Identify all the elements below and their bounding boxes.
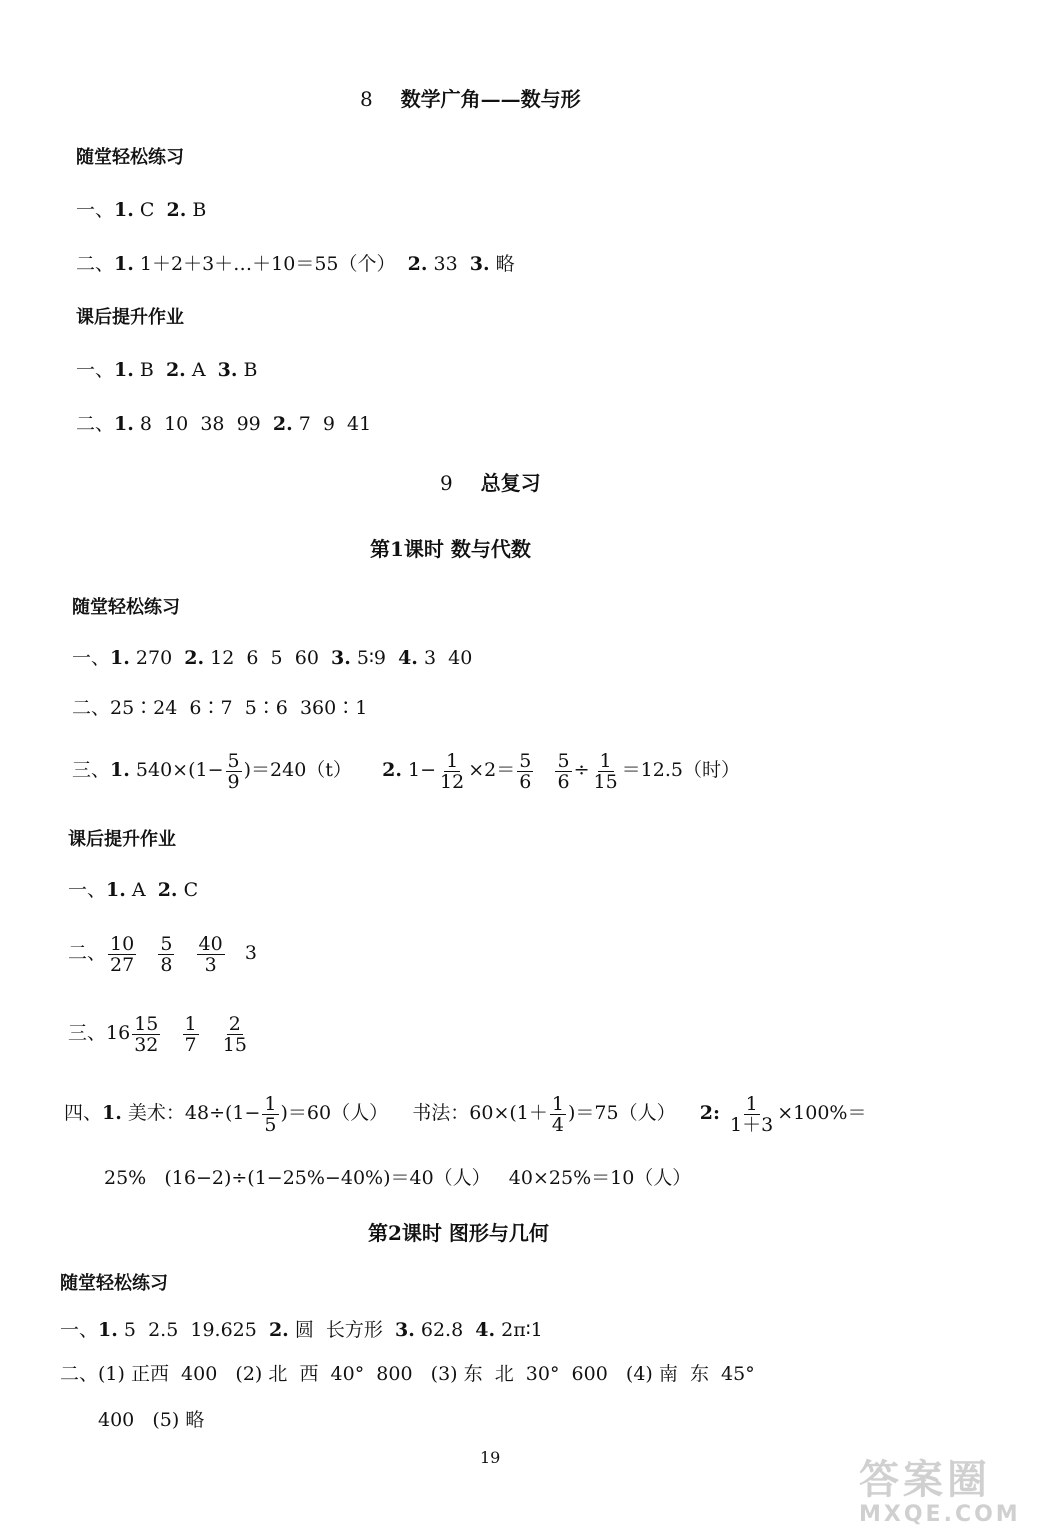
fraction: $\frac{1}{5}$ bbox=[264, 1092, 277, 1136]
fraction: $\frac{1}{4}$ bbox=[551, 1092, 564, 1136]
chapter-8-title bbox=[360, 86, 581, 112]
fraction: $\frac{15}{32}$ bbox=[134, 1012, 159, 1056]
answer-line: 一、1. 270 2. 12 6 5 60 3. 5∶9 4. 3 40 bbox=[72, 647, 473, 669]
section-heading: 随堂轻松练习 bbox=[60, 1273, 168, 1294]
answer-line: 一、1. 5 2.5 19.625 2. 圆 长方形 3. 62.8 4. 2π∶1 bbox=[60, 1319, 543, 1341]
fraction: $\frac{5}{9}$ bbox=[227, 749, 240, 793]
section-heading: 随堂轻松练习 bbox=[76, 147, 184, 168]
answer-line: 一、1. C 2. B bbox=[76, 199, 207, 221]
answer-line: 二、1. 1＋2＋3＋…＋10＝55（个） 2. 33 3. 略 bbox=[76, 253, 515, 275]
lesson-2-title: 第2课时 图形与几何 bbox=[368, 1221, 549, 1245]
section-heading: 课后提升作业 bbox=[68, 829, 176, 850]
answer-line: 二、1. 8 10 38 99 2. 7 9 41 bbox=[76, 413, 372, 435]
fraction: $\frac{1}{15}$ bbox=[593, 749, 618, 793]
answer-line-continued: 400 (5) 略 bbox=[98, 1409, 205, 1431]
answer-line: 三、1. 540×(1− $\frac{5}{9}$ )＝240（t） 2. 1− $\frac{1}{12}$ ×2＝ $\frac{5}{6}$ $\frac{5}{6}$ ÷ $\frac{1}{15}$ ＝12.5（时） bbox=[72, 749, 740, 793]
watermark-url: MXQE.COM bbox=[859, 1502, 1021, 1527]
fraction: $\frac{5}{8}$ bbox=[160, 932, 173, 976]
chapter-9-title bbox=[440, 470, 541, 496]
chapter-title-text: 数学广角——数与形 bbox=[400, 87, 581, 111]
answer-line: 二、(1) 正西 400 (2) 北 西 40° 800 (3) 东 北 30° 600 (4) 南 东 45° bbox=[60, 1363, 755, 1385]
fraction: $\frac{5}{6}$ bbox=[519, 749, 532, 793]
section-heading: 课后提升作业 bbox=[76, 307, 184, 328]
answer-line: 一、1. A 2. C bbox=[68, 879, 199, 901]
chapter-number: 8 bbox=[360, 87, 373, 111]
answer-line: 一、1. B 2. A 3. B bbox=[76, 359, 258, 381]
chapter-title-text: 总复习 bbox=[480, 471, 541, 495]
fraction: $\frac{1}{7}$ bbox=[184, 1012, 197, 1056]
fraction: $\frac{5}{6}$ bbox=[557, 749, 570, 793]
watermark bbox=[859, 1458, 1019, 1528]
watermark-logo-text: 答案圈 bbox=[859, 1457, 991, 1503]
fraction: $\frac{2}{15}$ bbox=[222, 1012, 247, 1056]
chapter-number: 9 bbox=[440, 471, 453, 495]
answer-line-continued: 25% (16−2)÷(1−25%−40%)＝40（人） 40×25%＝10（人） bbox=[104, 1167, 692, 1189]
fraction: $\frac{1}{12}$ bbox=[440, 749, 465, 793]
answer-line: 三、16 $\frac{15}{32}$ $\frac{1}{7}$ $\frac{2}{15}$ bbox=[68, 1012, 247, 1056]
fraction: $\frac{1}{1+3}$ bbox=[730, 1092, 774, 1136]
section-heading: 随堂轻松练习 bbox=[72, 597, 180, 618]
fraction: $\frac{40}{3}$ bbox=[198, 932, 223, 976]
answer-line: 二、 $\frac{10}{27}$ $\frac{5}{8}$ $\frac{40}{3}$ 3 bbox=[68, 932, 257, 976]
answer-line: 二、25∶24 6∶7 5∶6 360∶1 bbox=[72, 697, 368, 719]
lesson-1-title: 第1课时 数与代数 bbox=[370, 537, 531, 561]
answer-line: 四、1. 美术：48÷(1− $\frac{1}{5}$ )＝60（人） 书法：60×(1＋ $\frac{1}{4}$ )＝75（人） 2: $\frac{1}{1+3}$ ×100%＝ bbox=[64, 1092, 867, 1136]
page-number: 19 bbox=[480, 1448, 501, 1467]
fraction: $\frac{10}{27}$ bbox=[110, 932, 135, 976]
